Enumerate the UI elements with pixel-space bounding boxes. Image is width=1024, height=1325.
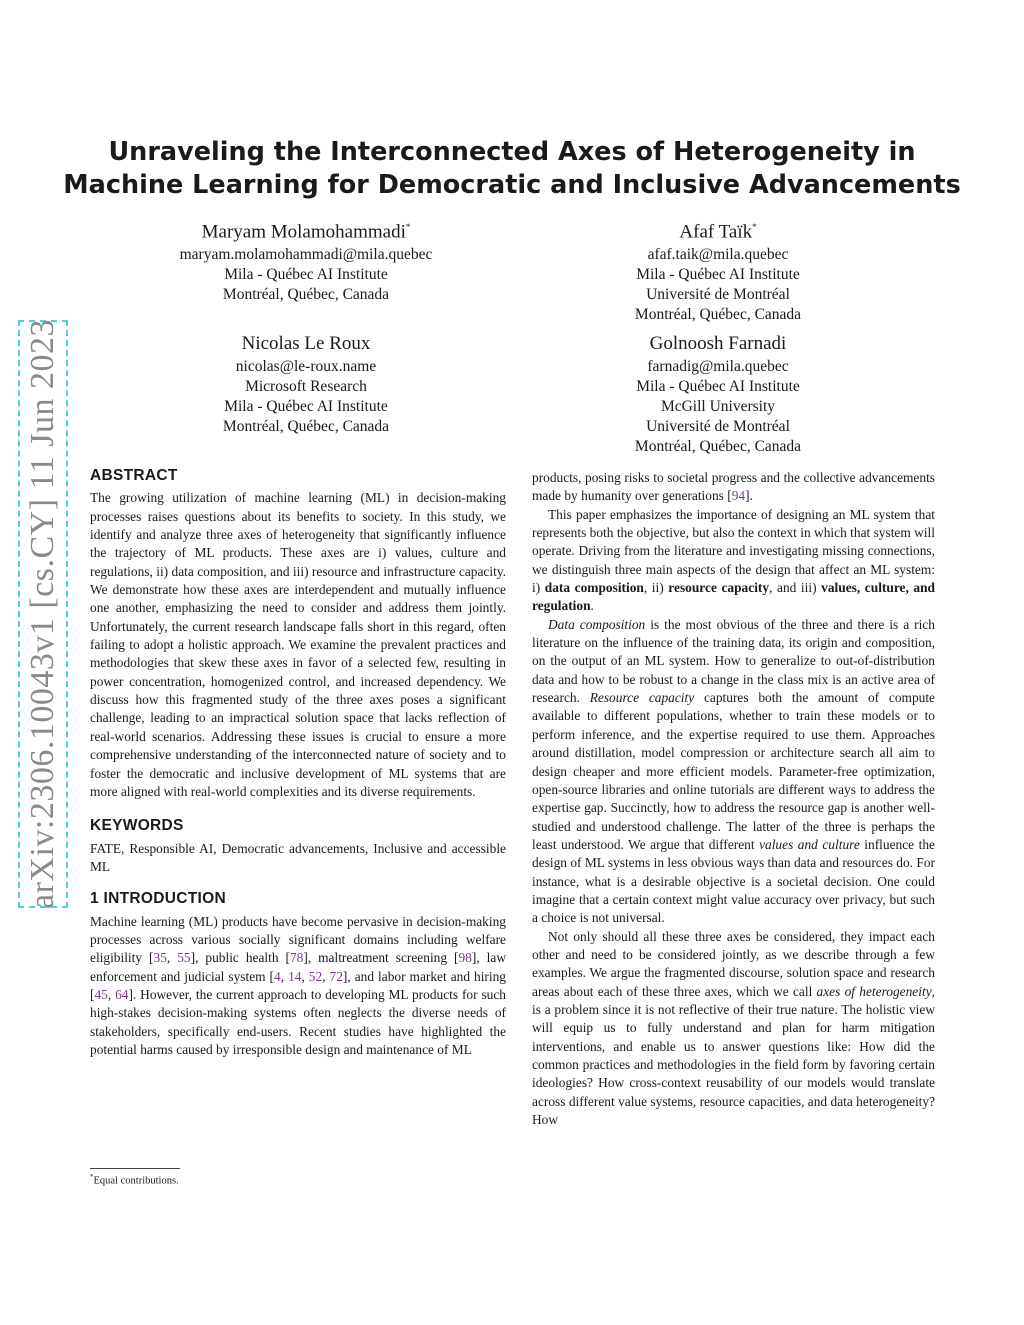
right-column: [532, 469, 935, 1129]
citation-link[interactable]: 64: [115, 986, 129, 1002]
text-run: , ii): [643, 580, 669, 596]
keywords-heading: KEYWORDS: [90, 817, 184, 835]
author-affiliation: Mila - Québec AI Institute: [224, 398, 388, 415]
abstract-heading: ABSTRACT: [90, 467, 178, 484]
author-email: maryam.molamohammadi@mila.quebec: [179, 246, 433, 264]
author-block-3: [136, 331, 476, 437]
citation-link[interactable]: 78: [289, 950, 304, 966]
text-run: Machine learning (ML) products have become pervasive in decision-making processes across various socially significant domains including welfare eligibility [: [90, 913, 506, 966]
text-run: ], maltreatment screening [: [303, 950, 459, 966]
title-line-2: Machine Learning for Democratic and Inclusive Advancements: [63, 170, 961, 200]
citation-link[interactable]: 14: [288, 968, 302, 984]
text-run: ,: [301, 968, 309, 984]
author-mark: *: [752, 222, 757, 232]
author-location: Montréal, Québec, Canada: [634, 438, 802, 455]
footnote-mark: *: [90, 1173, 94, 1181]
paragraph: [532, 616, 935, 928]
author-affiliation: Mila - Québec AI Institute: [636, 378, 800, 395]
text-run: ], public health [: [190, 950, 290, 966]
bold-term: resource capacity: [668, 580, 770, 596]
keywords-text: FATE, Responsible AI, Democratic advancements, Inclusive and accessible ML: [90, 840, 506, 874]
author-affiliation: Université de Montréal: [646, 418, 790, 435]
author-block-4: [548, 331, 888, 457]
text-run: ], law enforcement and judicial system [: [90, 950, 506, 984]
paragraph-continued: [532, 469, 935, 506]
footnote-text: Equal contributions.: [93, 1175, 179, 1187]
text-run: ], and labor market and hiring [: [90, 968, 507, 1002]
author-name: Nicolas Le Roux: [241, 333, 371, 354]
text-run: is the most obvious of the three and there is a rich literature on the influence of the training data, its origin and composition, on the output of an ML system. How to generalize to out-of-distribution data and how to be robust to a change in the class mix is an active area of research.: [532, 616, 936, 706]
text-run: , is a problem since it is not reflective of their true nature. The holistic view will equip us to fully understand and plan for harm mitigation interventions, and enable us to answer questions like: How did the common practices and methodologies in the field form by favoring certain ideologies? How cross-context reusability of our models would translate across different value systems, resource capacities, and data heterogeneity? How: [532, 983, 935, 1128]
text-run: ,: [322, 968, 330, 984]
bold-term: values, culture, and regulation: [532, 580, 935, 614]
text-run: , and iii): [769, 580, 822, 596]
author-name: Maryam Molamohammadi: [201, 221, 406, 243]
text-run: ,: [280, 968, 289, 984]
title-line-1: Unraveling the Interconnected Axes of Heterogeneity in: [108, 137, 916, 167]
footnote: [90, 1173, 179, 1187]
paragraph: [532, 506, 935, 616]
citation-link[interactable]: 55: [177, 950, 191, 966]
text-run: captures both the amount of compute available to different populations, whether to train these models or to perform inference, and the expertise required to use them. Approaches around distillation, model compression or architecture search all aim to design cheaper and more efficient models. Parameter-free optimization, open-source libraries and online tutorials are different ways to address the expertise gap. Succinctly, how to address the resource gap is another well-studied and understood challenge. The latter of the three is perhaps the least understood. We argue that different: [532, 690, 935, 852]
abstract-text: The growing utilization of machine learning (ML) in decision-making processes raises questions about its benefits to society. In this study, we identify and analyze three axes of heterogeneity that significantly influence the trajectory of ML products. These axes are i) values, culture and regulations, ii) data composition, and iii) resource and infrastructure capacity. We demonstrate how these axes are interdependent and mutually influence one another, emphasizing the need to consider and address them jointly. Unfortunately, the current research landscape falls short in this regard, often failing to adopt a holistic approach. We examine the prevalent practices and methodologies that skew these axes in favor of a selected few, resulting in power concentration, homogenized control, and increased dependency. We discuss how this fragmented study of the three axes poses a significant challenge, leading to an impractical solution space that lacks reflection of real-world scenarios. Addressing these issues is crucial to ensure a more comprehensive understanding of the interconnected nature of society and to foster the democratic and inclusive development of ML systems that are more aligned with real-world complexities and its diverse requirements.: [90, 490, 506, 799]
text-run: ].: [745, 488, 753, 504]
citation-link[interactable]: 52: [308, 968, 323, 984]
author-affiliation: Université de Montréal: [646, 286, 790, 304]
author-location: Montréal, Québec, Canada: [222, 418, 390, 435]
citation-link[interactable]: 98: [458, 950, 472, 966]
text-run: products, posing risks to societal progress and the collective advancements made by humanity over generations [: [532, 470, 935, 504]
arxiv-identifier-box: [18, 320, 68, 908]
text-run: This paper emphasizes the importance of designing an ML system that represents both the objective, but also the context in which that system will operate. Driving from the literature and investigating missing connections, we distinguish three main aspects of the design that affect an ML system: i): [532, 506, 935, 596]
paragraph: [532, 928, 935, 1130]
text-run: .: [590, 598, 594, 614]
arxiv-identifier: arXiv:2306.10043v1 [cs.CY] 11 Jun 2023: [24, 318, 61, 910]
author-location: Montréal, Québec, Canada: [634, 306, 802, 324]
text-run: ,: [107, 986, 116, 1002]
author-block-2: [548, 214, 888, 325]
author-affiliation: Mila - Québec AI Institute: [636, 266, 800, 284]
bold-term: data composition: [544, 580, 644, 596]
italic-term: values and culture: [759, 836, 860, 852]
author-email: afaf.taik@mila.quebec: [647, 246, 789, 264]
author-affiliation: McGill University: [660, 398, 776, 415]
citation-link[interactable]: 45: [94, 986, 108, 1002]
author-affiliation: Microsoft Research: [245, 378, 367, 395]
author-block-1: [136, 214, 476, 305]
author-name: Golnoosh Farnadi: [649, 333, 787, 354]
author-mark: *: [405, 222, 411, 232]
italic-term: Resource capacity: [589, 690, 695, 706]
italic-term: Data composition: [548, 616, 646, 632]
citation-link[interactable]: 94: [731, 488, 746, 504]
author-name: Afaf Taïk: [679, 221, 753, 243]
citation-link[interactable]: 4: [274, 968, 281, 984]
italic-term: axes of heterogeneity: [816, 983, 932, 999]
left-column: [90, 467, 506, 1059]
text-run: ]. However, the current approach to developing ML products for such high-stakes decision-making systems often neglects the diverse needs of stakeholders, specifically end-users. Recent studies have highlighted the potential harms caused by irresponsible design and maintenance of ML: [90, 986, 506, 1057]
citation-link[interactable]: 35: [153, 950, 167, 966]
author-email: farnadig@mila.quebec: [647, 358, 789, 375]
author-affiliation: Mila - Québec AI Institute: [224, 266, 388, 284]
citation-link[interactable]: 72: [329, 968, 343, 984]
footnote-rule: [90, 1168, 180, 1169]
author-email: nicolas@le-roux.name: [235, 358, 377, 375]
introduction-heading: 1 INTRODUCTION: [90, 890, 226, 908]
intro-paragraph: [90, 913, 506, 1060]
paper-title: [60, 136, 964, 202]
author-location: Montréal, Québec, Canada: [222, 286, 390, 304]
text-run: influence the design of ML systems in less obvious ways than data and resources do. For instance, what is a desirable objective is a societal decision. One could imagine that a certain context might value accuracy over privacy, but such a choice is not universal.: [532, 836, 935, 926]
text-run: Not only should all these three axes be considered, they impact each other and need to be considered jointly, as we describe through a few examples. We argue the fragmented discourse, solution space and research areas about each of these three axes, which we call: [532, 928, 935, 999]
text-run: ,: [166, 950, 178, 966]
